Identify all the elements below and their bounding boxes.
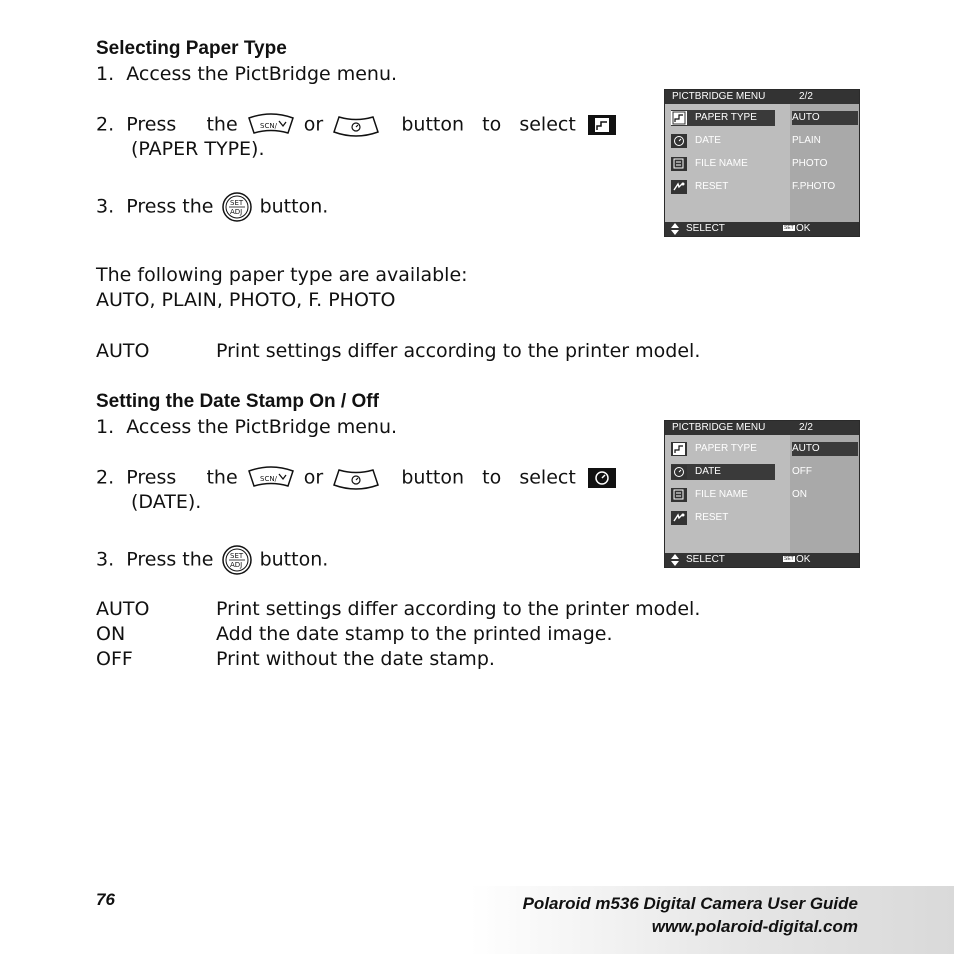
timer-button-icon [331, 465, 381, 491]
svg-text:SCN/: SCN/ [259, 122, 277, 130]
screen-title: PICTBRIDGE MENU [672, 422, 766, 433]
step-number: 3. [96, 548, 115, 571]
menu-label: PAPER TYPE [695, 112, 757, 123]
step-text: select [519, 113, 576, 136]
svg-text:SCN/: SCN/ [259, 475, 277, 483]
menu-label: DATE [695, 135, 721, 146]
reset-icon [671, 511, 687, 525]
paper-type-icon [671, 111, 687, 125]
def-desc: Print settings differ according to the printer model. [216, 598, 701, 620]
def-term: AUTO [96, 340, 150, 362]
ok-label: OK [796, 223, 811, 234]
clock-icon [588, 468, 616, 488]
step-number: 1. [96, 416, 115, 438]
screen-title-bar [665, 90, 859, 104]
menu-label: PAPER TYPE [695, 443, 757, 454]
menu-label: RESET [695, 181, 729, 192]
ok-label: OK [796, 554, 811, 565]
scn-button-icon [246, 112, 296, 138]
set-small-icon: SET [784, 225, 794, 231]
menu-label: RESET [695, 512, 729, 523]
step-number: 2. [96, 466, 115, 489]
option-auto [792, 442, 858, 456]
svg-text:ADJ: ADJ [229, 208, 242, 216]
step-2 [96, 465, 626, 491]
step-text: select [519, 466, 576, 489]
option-photo [792, 157, 858, 171]
reset-icon [671, 180, 687, 194]
screen-page: 2/2 [799, 91, 813, 102]
set-adj-button-icon [222, 545, 252, 575]
step-3 [96, 192, 328, 222]
scn-button-icon [246, 465, 296, 491]
section-heading-paper-type: Selecting Paper Type [96, 38, 287, 59]
step-text: button [401, 113, 465, 136]
step-number: 3. [96, 195, 115, 218]
website-link[interactable]: www.polaroid-digital.com [651, 917, 858, 936]
option-auto [792, 111, 858, 125]
option-label: OFF [792, 466, 812, 477]
svg-text:ADJ: ADJ [229, 561, 242, 569]
set-small-icon: SET [784, 556, 794, 562]
svg-text:SET: SET [229, 199, 243, 207]
option-f-photo [792, 180, 858, 194]
option-label: F.PHOTO [792, 181, 836, 192]
clock-icon [671, 465, 687, 479]
step-text: button [401, 466, 465, 489]
option-off [792, 465, 858, 479]
option-label: PHOTO [792, 158, 828, 169]
menu-row-paper-type [671, 441, 789, 457]
svg-text:SET: SET [229, 552, 243, 560]
option-label: AUTO [792, 443, 820, 454]
menu-row-file-name [671, 487, 789, 503]
timer-button-icon [331, 112, 381, 138]
step-text: to [482, 466, 502, 489]
select-label: SELECT [686, 554, 725, 565]
menu-row-reset [671, 179, 789, 195]
screen-status-bar [665, 553, 859, 567]
step-2 [96, 112, 626, 138]
available-types-intro: The following paper type are available: [96, 264, 468, 286]
step-number: 2. [96, 113, 115, 136]
step-text: to [482, 113, 502, 136]
def-term: AUTO [96, 598, 150, 620]
step-2-continued: (DATE). [131, 491, 202, 513]
def-desc: Add the date stamp to the printed image. [216, 623, 613, 645]
option-label: PLAIN [792, 135, 821, 146]
menu-row-paper-type [671, 110, 775, 126]
pictbridge-menu-screen-date [664, 420, 860, 568]
step-text: Access the PictBridge menu. [126, 416, 398, 438]
step-number: 1. [96, 63, 115, 85]
def-term: OFF [96, 648, 133, 670]
clock-icon [671, 134, 687, 148]
step-text: or [303, 113, 324, 136]
option-on [792, 488, 858, 502]
menu-row-date [671, 464, 775, 480]
select-label: SELECT [686, 223, 725, 234]
up-down-arrow-icon [671, 223, 679, 238]
step-2-continued: (PAPER TYPE). [131, 138, 265, 160]
step-1 [96, 415, 397, 440]
screen-page: 2/2 [799, 422, 813, 433]
set-adj-button-icon [222, 192, 252, 222]
step-text: the [206, 113, 238, 136]
menu-label: FILE NAME [695, 158, 748, 169]
paper-type-icon [588, 115, 616, 135]
option-plain [792, 134, 858, 148]
menu-row-file-name [671, 156, 789, 172]
menu-row-date [671, 133, 789, 149]
page-number: 76 [96, 890, 115, 909]
def-desc: Print without the date stamp. [216, 648, 495, 670]
file-name-icon [671, 157, 687, 171]
step-text: button. [259, 195, 329, 218]
file-name-icon [671, 488, 687, 502]
available-types-list: AUTO, PLAIN, PHOTO, F. PHOTO [96, 289, 396, 311]
step-text: Press the [126, 548, 214, 571]
screen-title: PICTBRIDGE MENU [672, 91, 766, 102]
screen-title-bar [665, 421, 859, 435]
up-down-arrow-icon [671, 554, 679, 569]
def-desc: Print settings differ according to the printer model. [216, 340, 701, 362]
menu-row-reset [671, 510, 789, 526]
menu-label: DATE [695, 466, 721, 477]
def-term: ON [96, 623, 126, 645]
option-label: AUTO [792, 112, 820, 123]
step-text: Press [126, 113, 177, 136]
step-3 [96, 545, 328, 575]
step-text: the [206, 466, 238, 489]
step-text: button. [259, 548, 329, 571]
guide-title: Polaroid m536 Digital Camera User Guide [522, 894, 858, 913]
option-label: ON [792, 489, 807, 500]
screen-status-bar [665, 222, 859, 236]
pictbridge-menu-screen-paper-type [664, 89, 860, 237]
step-text: or [303, 466, 324, 489]
step-1 [96, 62, 397, 87]
section-heading-date-stamp: Setting the Date Stamp On / Off [96, 391, 379, 412]
menu-label: FILE NAME [695, 489, 748, 500]
step-text: Press [126, 466, 177, 489]
step-text: Access the PictBridge menu. [126, 63, 398, 85]
paper-type-icon [671, 442, 687, 456]
step-text: Press the [126, 195, 214, 218]
